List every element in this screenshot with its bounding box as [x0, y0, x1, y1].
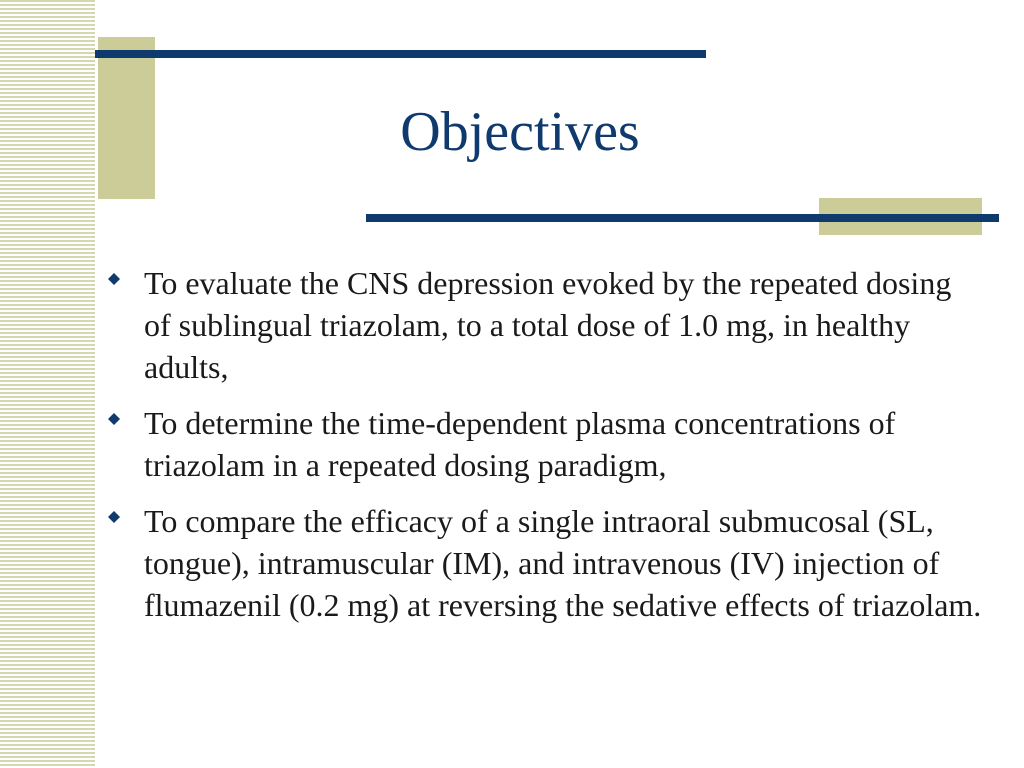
list-item-text: To compare the efficacy of a single intraoral submucosal (SL, tongue), intramuscular (IM), and intravenous (IV) injection of flumazenil (0.2 mg) at reversing the sedative effects of triazolam. — [144, 503, 982, 623]
objectives-list — [104, 262, 984, 640]
list-item — [104, 262, 984, 388]
title-rule-top — [95, 50, 706, 58]
list-item-text: To determine the time-dependent plasma concentrations of triazolam in a repeated dosing paradigm, — [144, 405, 896, 483]
title-rule-bottom — [366, 214, 999, 222]
list-item-text: To evaluate the CNS depression evoked by the repeated dosing of sublingual triazolam, to a total dose of 1.0 mg, in healthy adults, — [144, 265, 952, 385]
decorative-tan-block-left — [98, 37, 155, 199]
diamond-bullet-icon — [108, 273, 120, 285]
left-striped-margin — [0, 0, 95, 768]
list-item — [104, 402, 984, 486]
diamond-bullet-icon — [108, 511, 120, 523]
diamond-bullet-icon — [108, 413, 120, 425]
list-item — [104, 500, 984, 626]
slide-title: Objectives — [400, 101, 640, 163]
